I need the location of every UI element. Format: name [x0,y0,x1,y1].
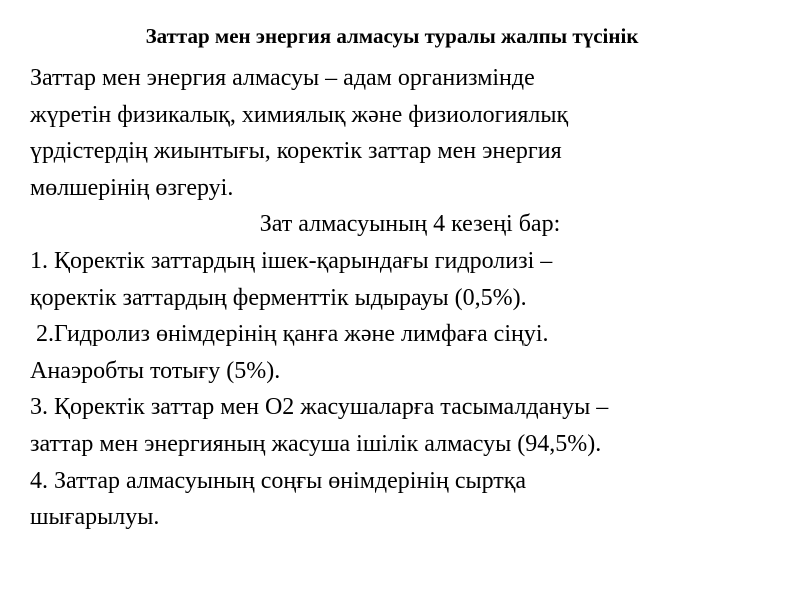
slide-title: Заттар мен энергия алмасуы туралы жалпы түсінік [145,24,639,48]
stage-2-line: 2.Гидролиз өнімдерінің қанға және лимфаға сіңуі. [36,321,549,348]
stages-heading: Зат алмасуының 4 кезеңі бар: [259,211,561,238]
stage-4-line: 4. Заттар алмасуының соңғы өнімдерінің сыртқа [30,467,527,494]
slide-body-text [30,60,790,536]
stage-2-line: Анаэробты тотығу (5%). [30,357,281,384]
text-line: үрдістердің жиынтығы, коректік заттар мен энергия [30,138,562,165]
stage-3-line: 3. Қоректік заттар мен О2 жасушаларға тасымалдануы – [30,394,609,421]
stage-1-line: 1. Қоректік заттардың ішек-қарындағы гидролизі – [30,247,553,274]
text-line: жүретін физикалық, химиялық және физиологиялық [30,101,569,128]
text-line: мөлшерінің өзгеруі. [30,174,234,201]
stage-3-line: заттар мен энергияның жасуша ішілік алмасуы (94,5%). [30,430,602,457]
text-line: Заттар мен энергия алмасуы – адам организмінде [30,65,535,91]
stage-1-line: қоректік заттардың ферменттік ыдырауы (0,5%). [30,284,527,311]
stage-4-line: шығарылуы. [30,504,160,531]
